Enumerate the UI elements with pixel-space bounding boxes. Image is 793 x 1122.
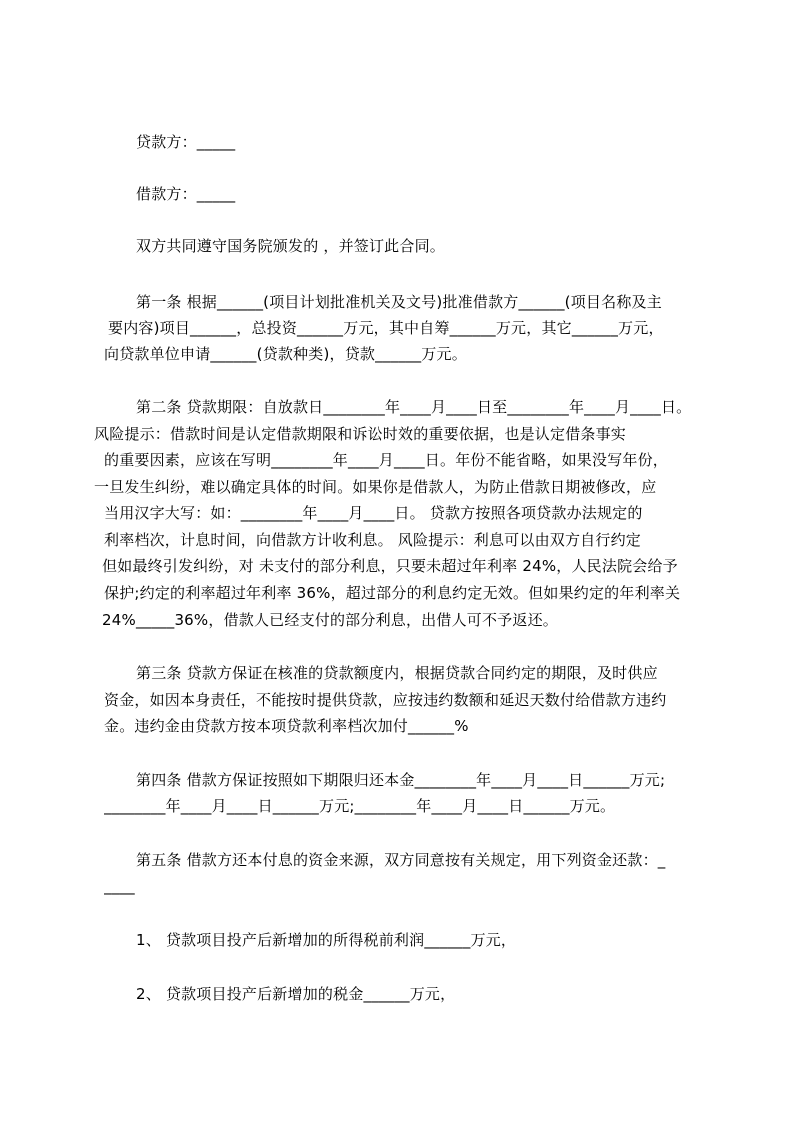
article-1-line: 第一条 根据______(项目计划批准机关及文号)批准借款方______(项目名称及主 [136,293,662,311]
article-2-line: 风险提示：借款时间是认定借款期限和诉讼时效的重要依据，也是认定借条事实 [94,425,627,443]
article-1-line: 要内容)项目______，总投资______万元，其中自筹______万元，其它______万元， [108,319,664,337]
article-4-line: ________年____月____日______万元;________年____月____日______万元。 [104,797,616,815]
article-2-line: 保护;约定的利率超过年利率 36%，超过部分的利息约定无效。但如果约定的年利率关 [104,584,681,602]
article-2-line: 的重要因素，应该在写明________年____月____日。年份不能省略，如果没写年份， [104,451,669,469]
lender-line: 贷款方：_____ [136,133,236,151]
list-item: 2、 贷款项目投产后新增加的税金______万元， [136,985,456,1003]
preamble-line: 双方共同遵守国务院颁发的 ，并签订此合同。 [136,237,445,255]
article-5-line: 第五条 借款方还本付息的资金来源，双方同意按有关规定，用下列资金还款：_ [136,851,666,869]
article-2-line: 24%_____36%，借款人已经支付的部分利息，出借人可不予返还。 [102,611,558,629]
article-3-line: 资金，如因本身责任，不能按时提供贷款，应按违约数额和延迟天数付给借款方违约 [104,691,667,709]
article-3-line: 金。违约金由贷款方按本项贷款利率档次加付______% [104,717,469,735]
article-4-line: 第四条 借款方保证按照如下期限归还本金________年____月____日______万元; [136,771,666,789]
article-2-line: 一旦发生纠纷，难以确定具体的时间。如果你是借款人，为防止借款日期被修改，应 [94,478,657,496]
article-3-line: 第三条 贷款方保证在核准的贷款额度内，根据贷款合同约定的期限，及时供应 [136,664,658,682]
article-5-line: ____ [104,877,135,895]
article-2-line: 当用汉字大写：如：________年____月____日。 贷款方按照各项贷款办法规定的 [104,504,643,522]
article-2-line: 利率档次，计息时间，向借款方计收利息。 风险提示：利息可以由双方自行约定 [104,531,641,549]
article-1-line: 向贷款单位申请______(贷款种类)，贷款______万元。 [104,345,467,363]
article-2-line: 第二条 贷款期限：自放款日________年____月____日至________年____月____日。 [136,398,692,416]
borrower-line: 借款方：_____ [136,185,236,203]
list-item: 1、 贷款项目投产后新增加的所得税前利润______万元， [136,931,517,949]
article-2-line: 但如最终引发纠纷，对 未支付的部分利息，只要未超过年利率 24%，人民法院会给予 [102,557,678,575]
